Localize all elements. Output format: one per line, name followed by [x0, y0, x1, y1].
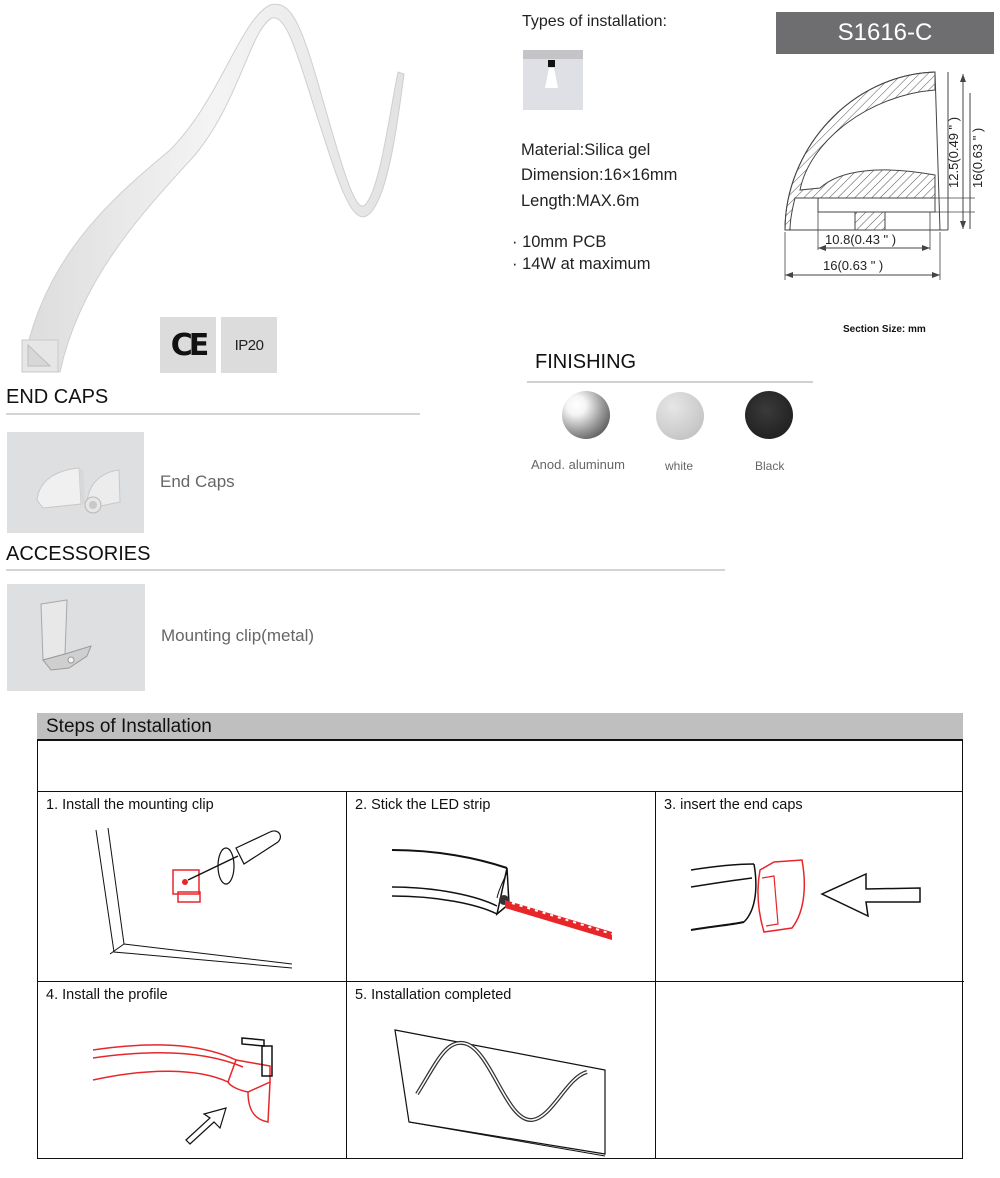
step-cell-1 [38, 792, 347, 982]
divider [527, 381, 813, 383]
spec-bullet-pcb: · 10mm PCB [512, 233, 607, 251]
ce-mark: CE [170, 327, 206, 363]
step-cell-5 [346, 982, 655, 1158]
cross-section-drawing [778, 68, 990, 284]
divider [6, 413, 420, 415]
model-number: S1616-C [776, 12, 994, 54]
finish-label: Anod. aluminum [531, 457, 625, 472]
width-outer-label: 16(0.63 " ) [823, 258, 884, 273]
finish-label: Black [755, 459, 785, 473]
height-outer-label: 16(0.63 " ) [970, 127, 985, 188]
ce-badge [160, 317, 216, 373]
width-inner-label: 10.8(0.43 " ) [825, 232, 897, 247]
mount-clip-illustration [38, 792, 347, 982]
step-label: 2. Stick the LED strip [355, 797, 491, 813]
blank-row [38, 741, 962, 792]
finishing-title: FINISHING [535, 351, 637, 373]
divider [6, 569, 725, 571]
finish-swatch-anodized-aluminum [562, 391, 610, 439]
step-label: 1. Install the mounting clip [46, 797, 214, 813]
surface-downlight-icon [523, 50, 583, 110]
finish-swatch-black [745, 391, 793, 439]
mounting-clip-image [7, 584, 145, 691]
spec-dimension: Dimension:16×16mm [521, 166, 678, 184]
finish-label: white [665, 459, 694, 473]
led-strip-illustration [347, 792, 656, 982]
installation-steps-body [37, 741, 963, 1159]
section-size-note: Section Size: mm [843, 324, 926, 335]
end-caps-title: END CAPS [6, 386, 109, 408]
step-cell-4 [38, 982, 347, 1158]
step-cell-2 [346, 792, 655, 982]
mounting-clip-label: Mounting clip(metal) [161, 626, 315, 645]
step-cell-empty [655, 982, 964, 1158]
height-inner-label: 12.5(0.49 " ) [946, 116, 961, 188]
spec-bullet-power: · 14W at maximum [512, 255, 651, 273]
finish-swatch-white [656, 392, 704, 440]
install-profile-illustration [38, 982, 347, 1158]
installation-types-title: Types of installation: [522, 13, 667, 30]
installation-steps-table [37, 713, 963, 1159]
end-caps-image [7, 432, 144, 533]
step-label: 4. Install the profile [46, 987, 168, 1003]
end-caps-label: End Caps [160, 472, 235, 491]
installation-completed-illustration [347, 982, 656, 1158]
step-cell-3 [655, 792, 964, 982]
spec-material: Material:Silica gel [521, 141, 651, 159]
spec-length: Length:MAX.6m [521, 192, 640, 210]
step-label: 5. Installation completed [355, 987, 512, 1003]
installation-steps-title: Steps of Installation [37, 713, 963, 741]
ip-rating: IP20 [234, 336, 264, 354]
ip-rating-badge [221, 317, 277, 373]
end-cap-illustration [656, 792, 965, 982]
step-label: 3. insert the end caps [664, 797, 803, 813]
accessories-title: ACCESSORIES [6, 543, 151, 565]
